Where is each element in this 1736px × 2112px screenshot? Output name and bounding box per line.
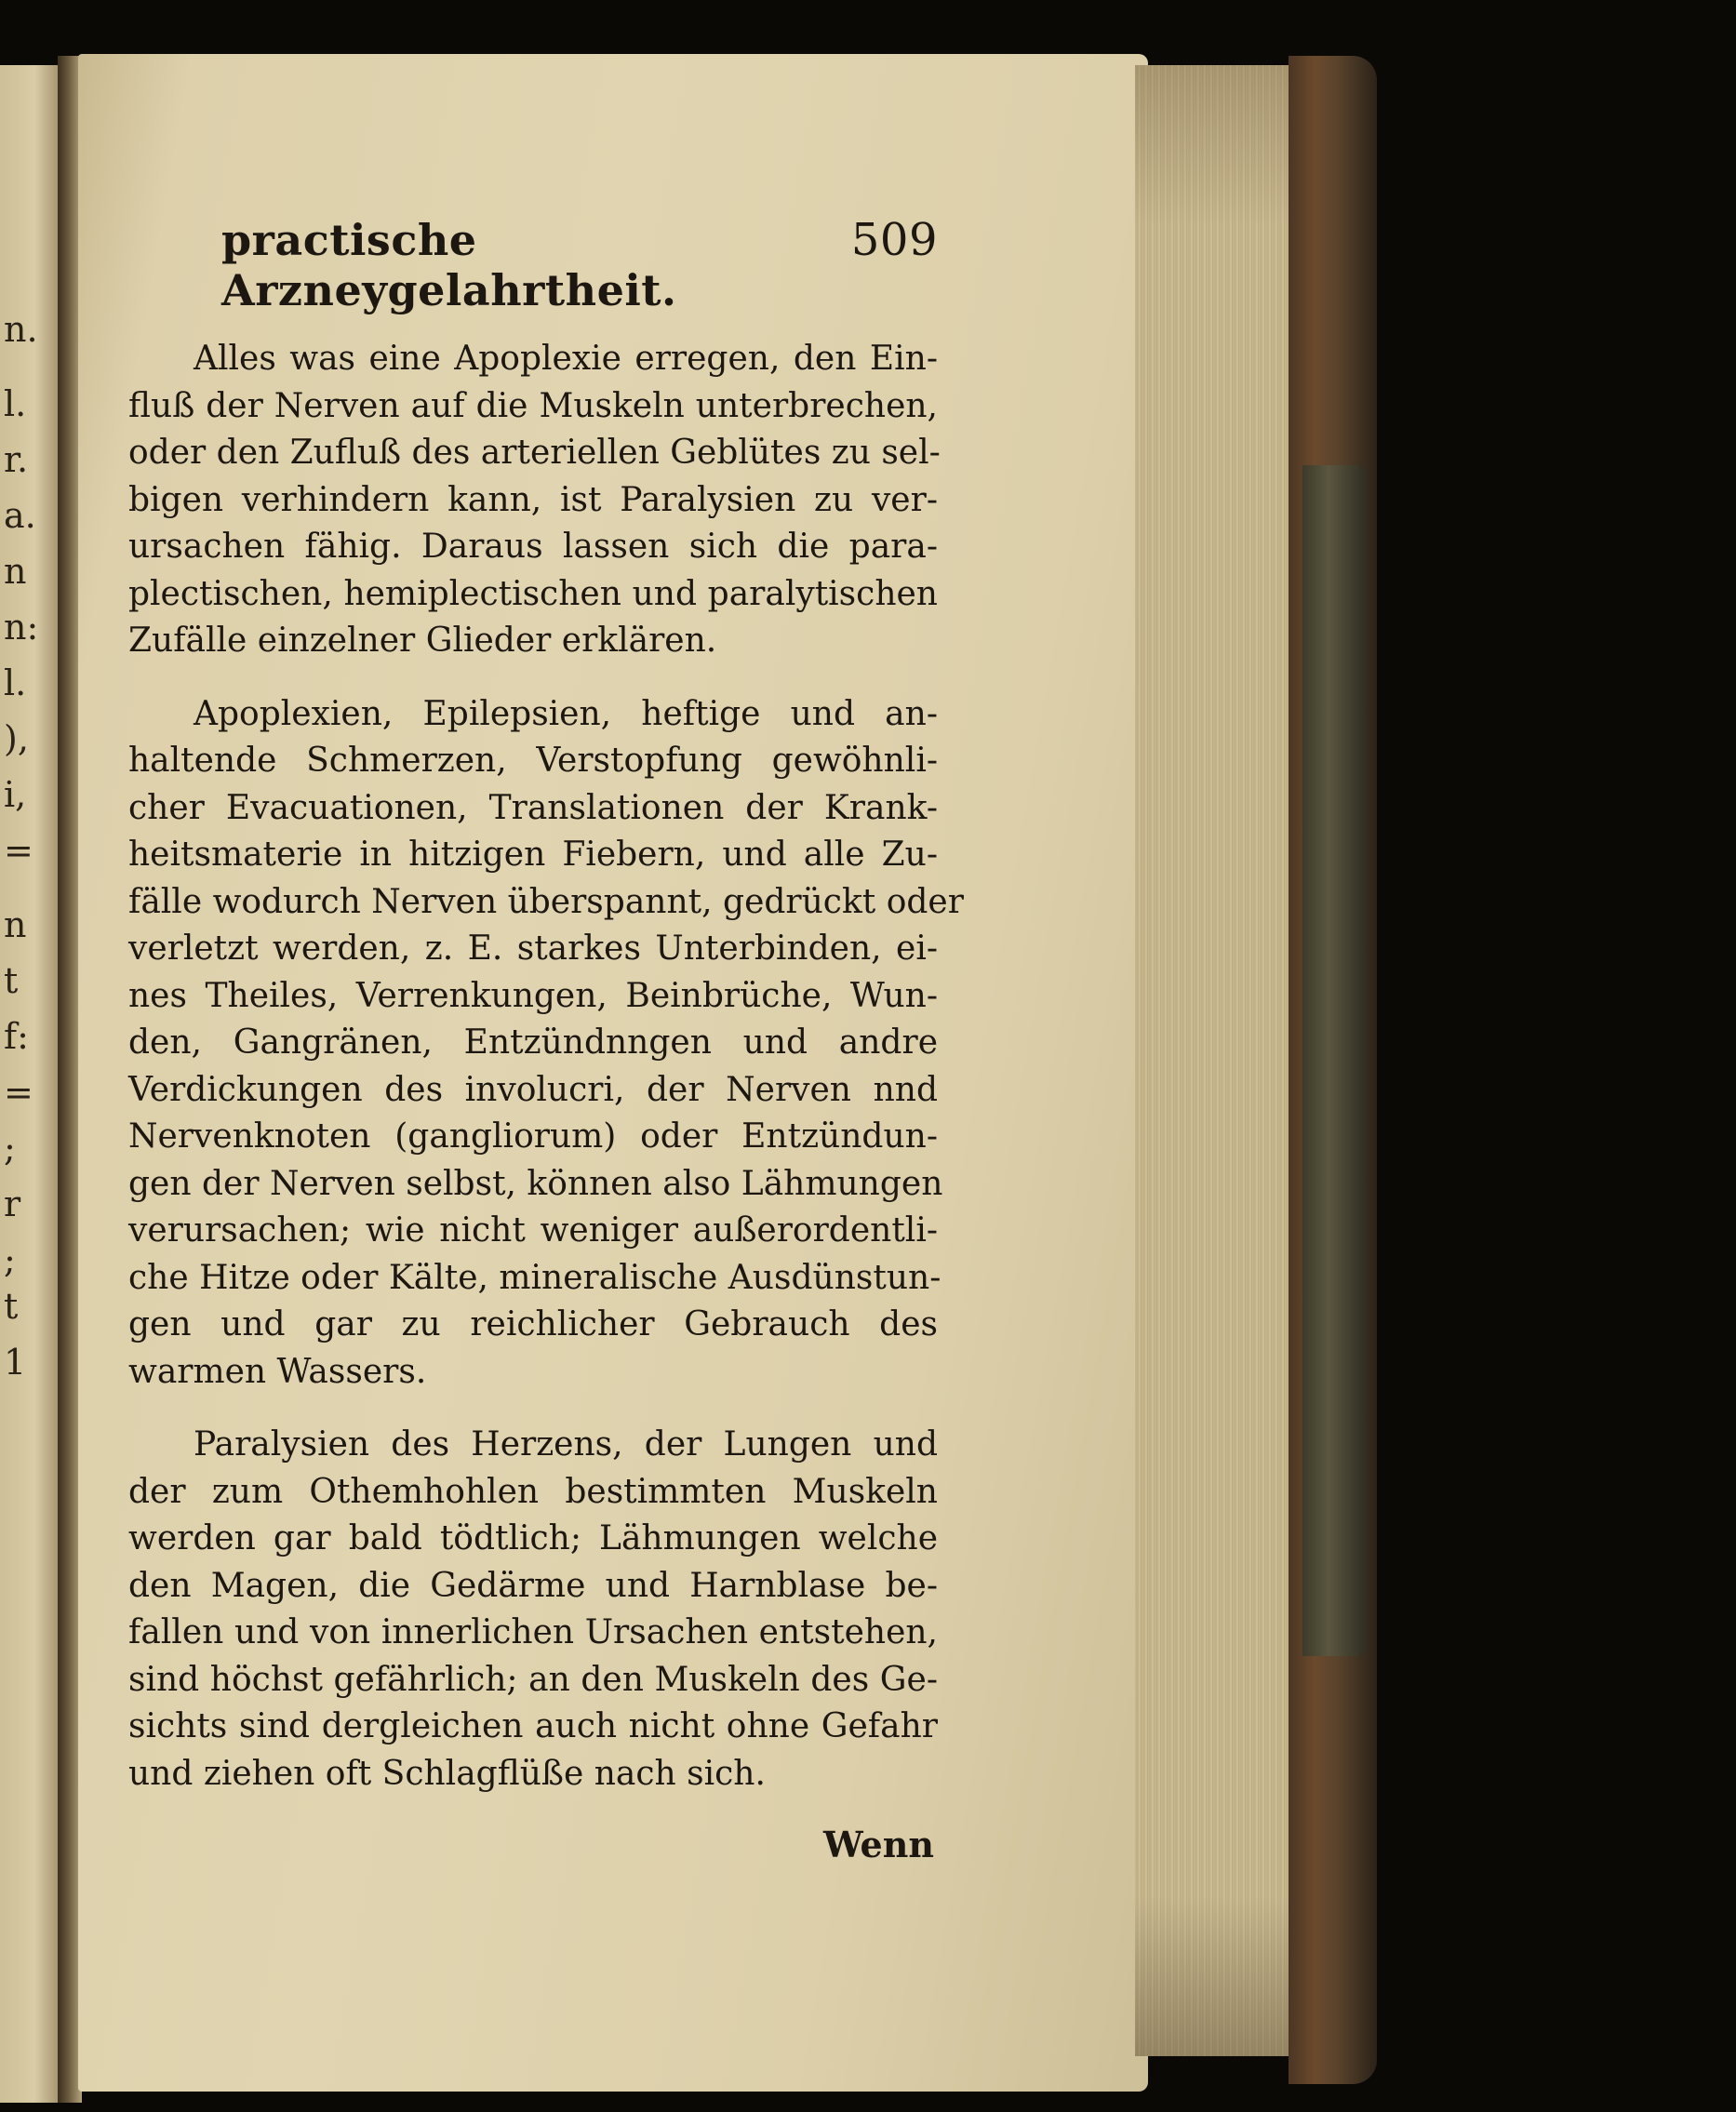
text-line: Paralysien des Herzens, der Lungen und	[194, 1425, 938, 1464]
left-page-text-fragment: f:	[4, 1016, 29, 1057]
paragraph-2	[128, 691, 964, 1397]
running-head-title: practische Arzneygelahrtheit.	[221, 215, 677, 315]
text-line: bigen verhindern kann, ist Paralysien zu ver-	[128, 480, 938, 519]
left-page-text-fragment: a.	[4, 495, 36, 536]
left-page-text-fragment: n.	[4, 309, 38, 350]
text-line: Nervenknoten (gangliorum) oder Entzündun-	[128, 1117, 938, 1156]
left-page-text-fragment: i,	[4, 774, 27, 815]
page-number: 509	[850, 214, 938, 266]
page-edges	[1135, 65, 1302, 2056]
left-page-text-fragment: ;	[4, 1128, 16, 1169]
text-line: verletzt werden, z. E. starkes Unterbinden, ei-	[128, 929, 938, 968]
text-line: fluß der Nerven auf die Muskeln unterbrechen,	[128, 386, 938, 425]
left-page-text-fragment: n:	[4, 607, 39, 648]
left-page-text-fragment: 1	[4, 1342, 27, 1383]
left-page-text-fragment: n	[4, 904, 27, 945]
text-line: haltende Schmerzen, Verstopfung gewöhnli-	[128, 742, 938, 780]
paragraph-3	[128, 1422, 938, 1798]
text-line: che Hitze oder Kälte, mineralische Ausdünstun-	[128, 1258, 941, 1297]
left-page-text-fragment: t	[4, 960, 19, 1001]
catchword: Wenn	[822, 1824, 934, 1865]
text-line: Zufälle einzelner Glieder erklären.	[128, 622, 717, 660]
text-line: heitsmaterie in hitzigen Fiebern, und alle Zu-	[128, 835, 938, 874]
text-line: den, Gangränen, Entzündnngen und andre	[128, 1023, 938, 1062]
left-page-text-fragment: l.	[4, 662, 27, 703]
left-page-text-fragment: ),	[4, 718, 29, 759]
text-line: oder den Zufluß des arteriellen Geblütes zu sel-	[128, 434, 941, 472]
text-line: plectischen, hemiplectischen und paralytischen	[128, 574, 938, 613]
left-page-text-fragment: r	[4, 1183, 21, 1224]
text-line: sind höchst gefährlich; an den Muskeln des Ge-	[128, 1660, 938, 1699]
left-page-text-fragment: =	[4, 1072, 33, 1113]
text-line: gen und gar zu reichlicher Gebrauch des	[128, 1305, 938, 1343]
left-page-text-fragment: r.	[4, 439, 29, 480]
text-line: gen der Nerven selbst, können also Lähmungen	[128, 1164, 943, 1203]
text-line: werden gar bald tödtlich; Lähmungen welche	[128, 1519, 938, 1557]
text-line: den Magen, die Gedärme und Harnblase be-	[128, 1566, 938, 1605]
text-line: warmen Wassers.	[128, 1352, 427, 1391]
text-line: der zum Othemhohlen bestimmten Muskeln	[128, 1472, 938, 1511]
left-page-text-fragment: l.	[4, 383, 27, 424]
text-line: nes Theiles, Verrenkungen, Beinbrüche, Wun-	[128, 976, 938, 1015]
text-line: fälle wodurch Nerven überspannt, gedrückt oder	[128, 882, 964, 921]
text-line: sichts sind dergleichen auch nicht ohne Gefahr	[128, 1707, 938, 1745]
text-line: Verdickungen des involucri, der Nerven nnd	[128, 1070, 938, 1109]
text-line: und ziehen oft Schlagflüße nach sich.	[128, 1754, 766, 1793]
left-page-text-fragment: n	[4, 551, 27, 592]
text-line: verursachen; wie nicht weniger außerordentli-	[128, 1211, 938, 1250]
left-page-text-fragment: t	[4, 1286, 19, 1327]
left-page-text-fragment: =	[4, 830, 33, 871]
text-line: fallen und von innerlichen Ursachen entstehen,	[128, 1613, 938, 1651]
text-line: ursachen fähig. Daraus lassen sich die para-	[128, 528, 938, 566]
running-header	[221, 214, 938, 315]
left-facing-page	[0, 65, 58, 2103]
cover-cloth-band	[1302, 465, 1368, 1656]
text-block	[128, 214, 964, 1865]
text-line: cher Evacuationen, Translationen der Krank-	[128, 788, 938, 827]
text-line: Apoplexien, Epilepsien, heftige und an-	[194, 694, 938, 733]
paragraph-1	[128, 336, 941, 665]
left-page-text-fragment: ;	[4, 1239, 16, 1280]
text-line: Alles was eine Apoplexie erregen, den Ein-	[194, 340, 938, 378]
